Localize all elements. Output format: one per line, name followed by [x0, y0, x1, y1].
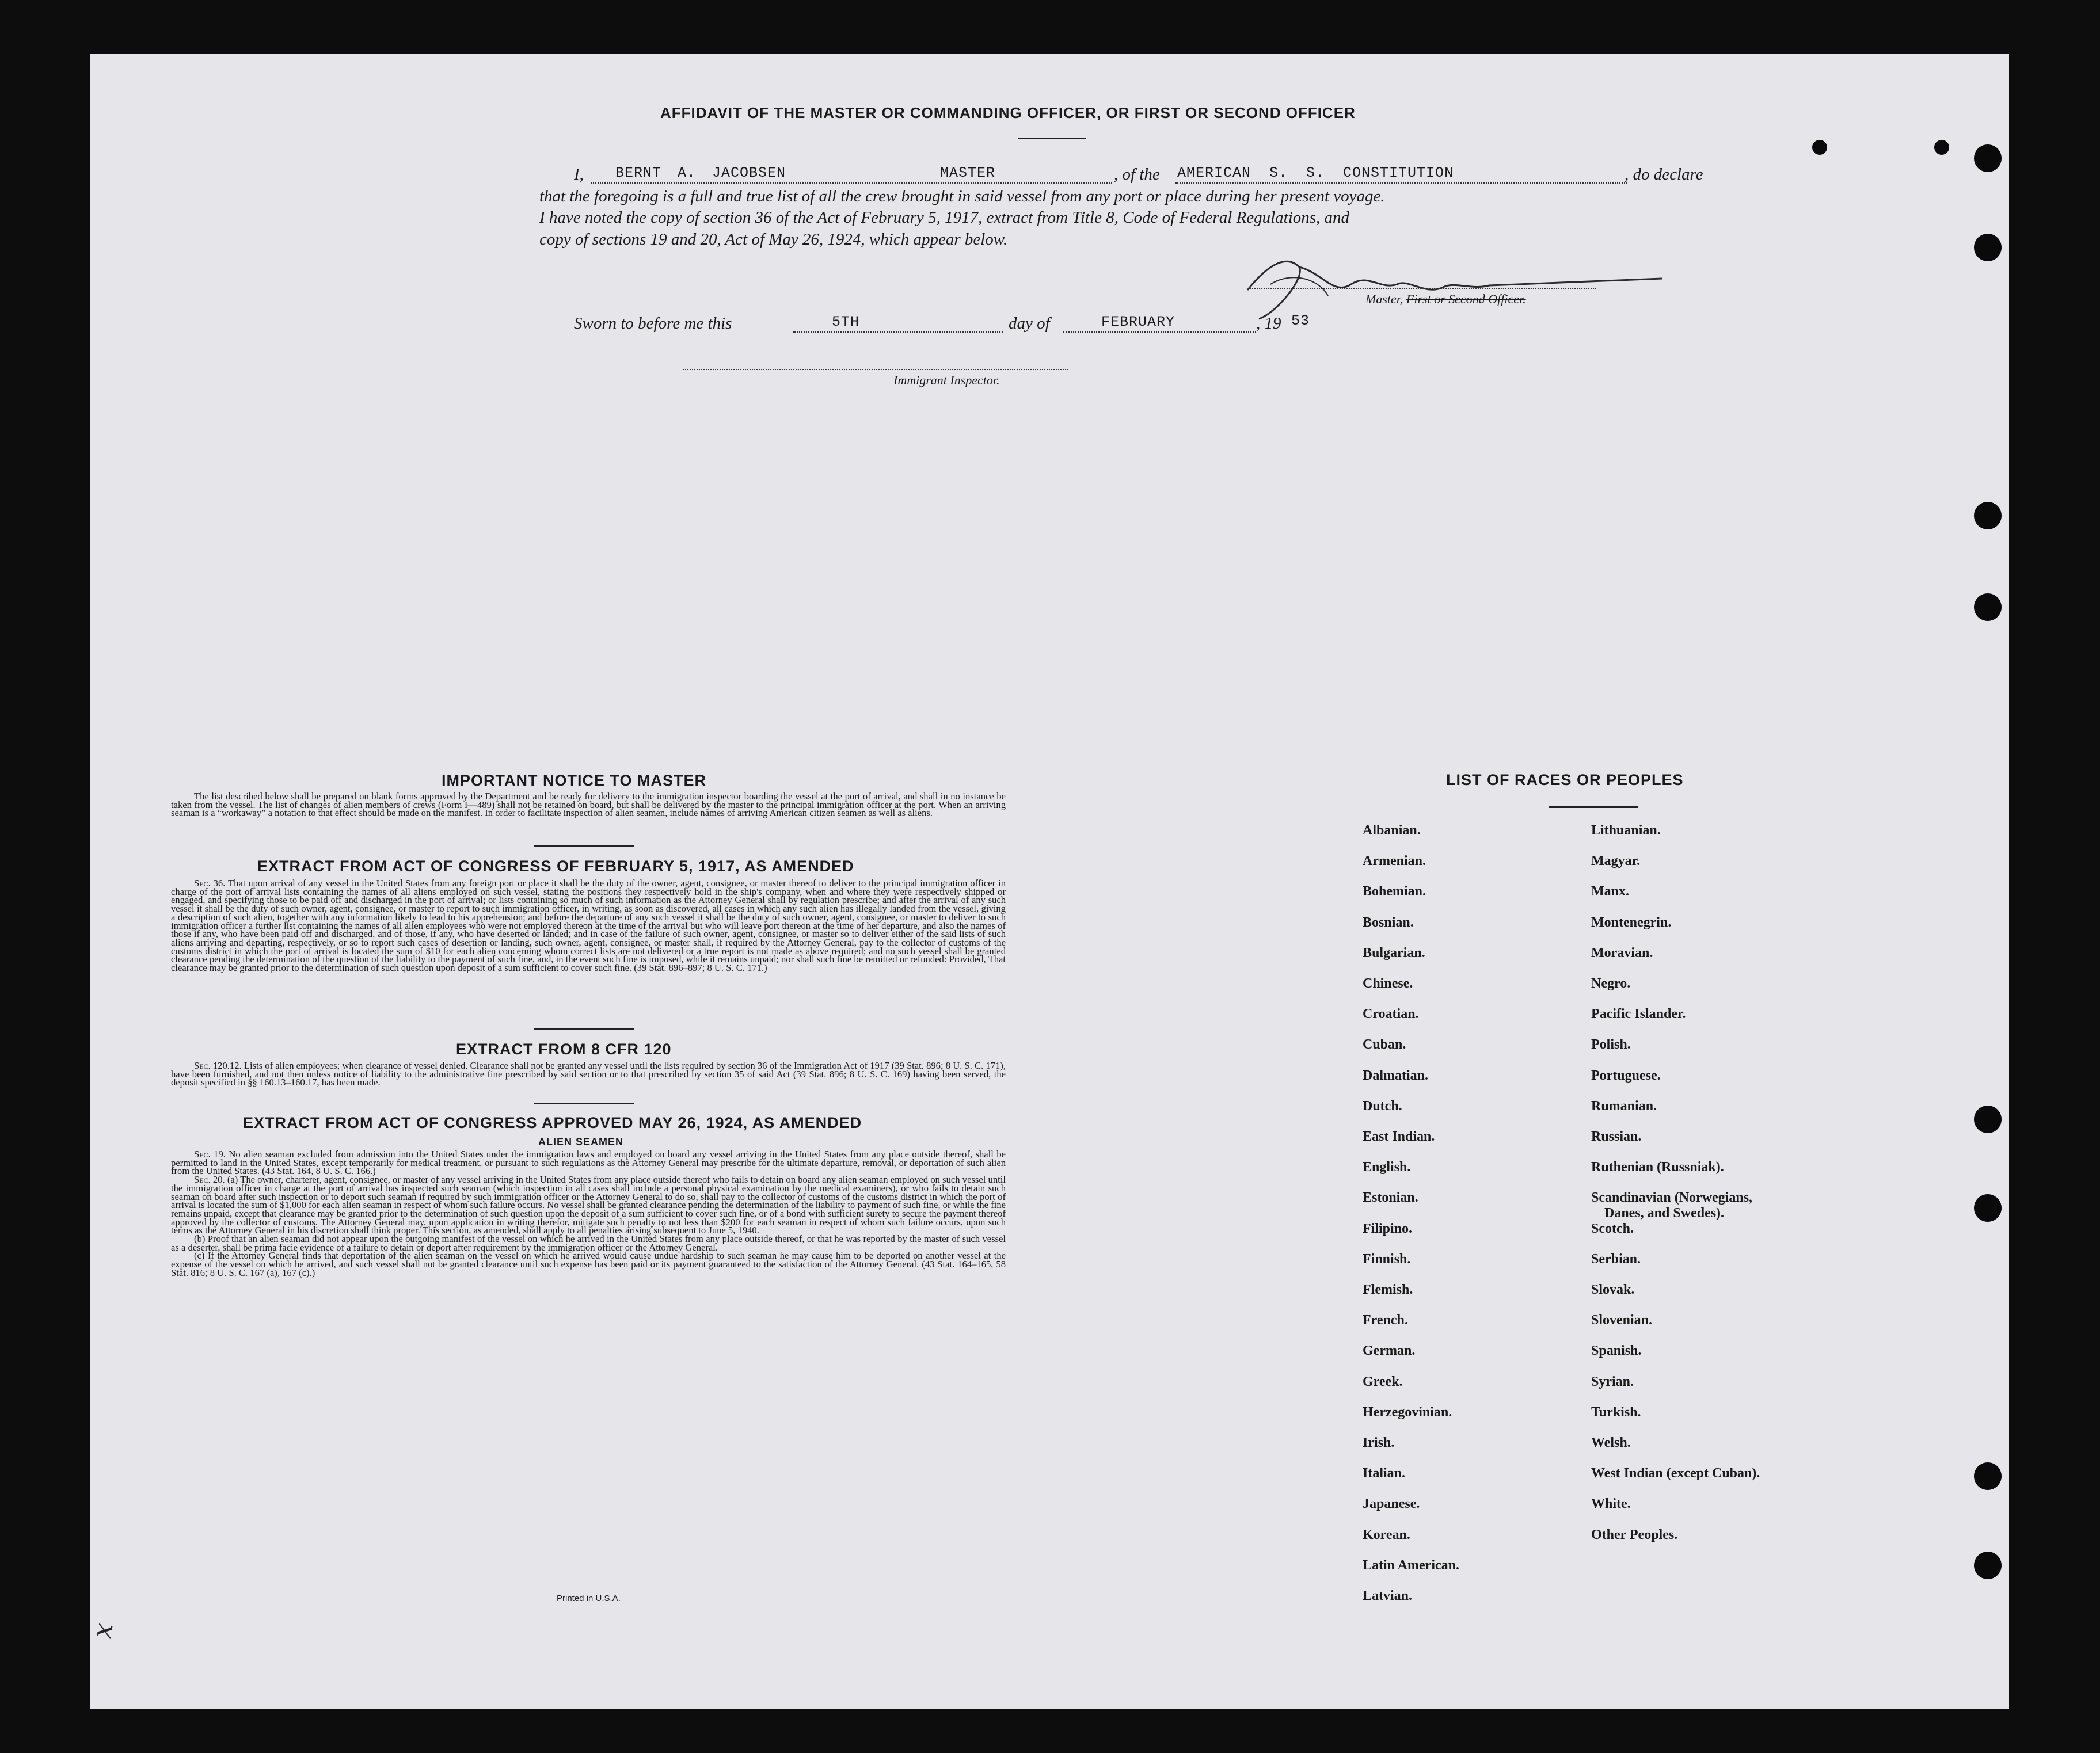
race-item: Montenegrin. — [1591, 914, 1672, 930]
affidavit-line-4: copy of sections 19 and 20, Act of May 26, 1924, which appear below. — [539, 230, 1008, 249]
race-item: Scandinavian (Norwegians, — [1591, 1190, 1753, 1206]
race-item: Filipino. — [1363, 1221, 1413, 1236]
race-item: Negro. — [1591, 976, 1631, 991]
document-page — [86, 54, 2009, 1709]
race-item: Ruthenian (Russniak). — [1591, 1160, 1724, 1175]
notice-paragraph: The list described below shall be prepared on blank forms approved by the Department and be ready for delivery to the immigration inspector boarding the vessel at the port of arrival, and shall in no instance be taken from the vessel. The list of changes of alien members of crews (Form I—489) shall not be retained on board, but shall be delivered by the master to the principal immigration officer at the port. When an arriving seaman is a “workaway” a notation to that effect should be made on the manifest. In order to facilitate inspection of alien seamen, include names of arriving American citizen seamen as well as aliens. — [171, 791, 1006, 819]
race-item: Latin American. — [1363, 1557, 1459, 1573]
sec-20-c: (c) If the Attorney General finds that deportation of the alien seaman on the vessel on which he arrived would cause undue hardship to such seaman he may cause him to be deported on another vessel at the expense of the vessel on which he arrived, and such vessel shall not be granted clearance until such expense has been paid or its payment guaranteed to the satisfaction of the Attorney General. (43 Stat. 164–165, 58 Stat. 816; 8 U. S. C. 167 (a), 167 (c).) — [171, 1250, 1006, 1278]
race-item: Russian. — [1591, 1129, 1642, 1144]
sec-19-text: No alien seaman excluded from admission into the United States under the immigration laws and employed on board any vessel arriving in the United States from any place outside thereof, shall be permitted to land in the United States, except temporarily for medical treatment, or pursuant to such regulations as the Attorney General may prescribe for the ultimate departure, removal, or deportation of such alien from the United States. (43 Stat. 164, 8 U. S. C. 166.) — [171, 1149, 1006, 1177]
race-item: Dalmatian. — [1363, 1068, 1428, 1083]
margin-mark: x — [86, 1620, 119, 1641]
race-item: Rumanian. — [1591, 1098, 1657, 1114]
race-item: Armenian. — [1363, 853, 1426, 869]
notice-divider — [534, 845, 634, 847]
signature-caption — [1365, 292, 1526, 307]
sworn-label: Sworn to before me this — [574, 314, 732, 333]
race-item: Bohemian. — [1363, 884, 1426, 900]
sec-120-text: Lists of alien employees; when clearance of vessel denied. Clearance shall not be granted any vessel until the lists required by section 36 of the Immigration Act of 1917 (39 Stat. 896; 8 U. S. C. 171), have been furnished, and not then unless notice of liability to the administrative fine prescribed by said section or to that prescribed by section 35 of said Act (39 Stat. 896; 8 U. S. C. 169) having been served, the deposit specified in §§ 160.13–160.17, has been made. — [171, 1060, 1006, 1088]
vessel-field-line — [1175, 182, 1627, 184]
race-item: Syrian. — [1591, 1374, 1634, 1389]
race-item: Korean. — [1363, 1527, 1410, 1542]
race-item: Portuguese. — [1591, 1068, 1661, 1083]
sec-20-b: (b) Proof that an alien seaman did not appear upon the outgoing manifest of the vessel on which he arrived in the United States from any place outside thereof, or that he was reported by the master of such vessel as a deserter, shall be prima facie evidence of a failure to detain or deport after requirement by the immigration officer or the Attorney General. — [171, 1233, 1006, 1253]
race-item: Herzegovinian. — [1363, 1404, 1452, 1420]
notice-body — [171, 792, 1006, 818]
race-item: Finnish. — [1363, 1251, 1411, 1267]
race-item: Bosnian. — [1363, 914, 1414, 930]
race-item: Lithuanian. — [1591, 823, 1661, 838]
printed-in-usa: Printed in U.S.A. — [557, 1594, 621, 1603]
extract2-title: EXTRACT FROM 8 CFR 120 — [456, 1041, 672, 1058]
races-title: LIST OF RACES OR PEOPLES — [1446, 771, 1684, 788]
sec-19-label: Sec. 19. — [194, 1149, 226, 1160]
race-item: Scotch. — [1591, 1221, 1634, 1236]
punch-mark — [1812, 140, 1827, 155]
race-item: Albanian. — [1363, 823, 1421, 838]
do-declare-label: , do declare — [1625, 165, 1703, 184]
race-item: Spanish. — [1591, 1343, 1642, 1359]
race-item: Danes, and Swedes). — [1604, 1205, 1725, 1221]
race-item: Irish. — [1363, 1435, 1395, 1450]
extract1-body — [171, 879, 1006, 973]
binder-hole — [1974, 234, 2002, 261]
race-item: Polish. — [1591, 1037, 1631, 1053]
name-field: BERNT A. JACOBSEN — [615, 165, 786, 181]
race-item: East Indian. — [1363, 1129, 1435, 1144]
affidavit-title: AFFIDAVIT OF THE MASTER OR COMMANDING OFFICER, OR FIRST OR SECOND OFFICER — [660, 104, 1356, 121]
race-item: Croatian. — [1363, 1007, 1419, 1022]
title-divider — [1018, 138, 1086, 139]
binder-hole — [1974, 1194, 2002, 1222]
extract1-divider — [534, 1028, 634, 1030]
notice-title: IMPORTANT NOTICE TO MASTER — [442, 772, 706, 789]
race-item: Other Peoples. — [1591, 1527, 1678, 1542]
affidavit-i: I, — [574, 165, 584, 184]
race-item: Greek. — [1363, 1374, 1403, 1389]
inspector-caption: Immigrant Inspector. — [893, 373, 1000, 387]
race-item: Italian. — [1363, 1466, 1406, 1481]
sec-20-text: (a) The owner, charterer, agent, consignee, or master of any vessel arriving in the United States from any place outside thereof who fails to detain on board any alien seaman employed on such vessel until the immigration officer in charge at the port of arrival has inspected such seaman (which inspection in all cases shall include a personal physical examination by the medical examiners), or who fails to detain such seaman on board after such inspection or to deport such seaman if required by such immigration officer or the Attorney General to do so, shall pay to the collector of customs of the customs district in which the port of arrival is located the sum of $1,000 for each alien seaman in respect of whom such failure occurs. No vessel shall be granted clearance pending the determination of the liability to payment of such fine, or while the fine remains unpaid, except that clearance may be granted prior to the determination of such question upon the deposit of a sum sufficient to cover such fine, or of a bond with sufficient surety to secure the payment thereof approved by the collector of customs. The Attorney General may, upon application in writing therefor, mitigate such penalty to not less than $200 for each seaman in respect of whom such failure occurs, upon such terms as the Attorney General in his discretion shall think proper. This section, as amended, shall apply to all penalties arising subsequent to June 5, 1940. — [171, 1174, 1006, 1236]
race-item: Latvian. — [1363, 1588, 1413, 1603]
race-item: Slovak. — [1591, 1282, 1635, 1297]
extract3-title: EXTRACT FROM ACT OF CONGRESS APPROVED MAY 26, 1924, AS AMENDED — [243, 1114, 862, 1131]
binder-hole — [1974, 593, 2002, 621]
name-field-line — [591, 182, 1112, 184]
of-the-label: , of the — [1114, 165, 1160, 184]
month-field-line — [1063, 331, 1256, 333]
race-item: Dutch. — [1363, 1098, 1402, 1114]
race-item: Turkish. — [1591, 1404, 1641, 1420]
binder-hole — [1974, 1552, 2002, 1579]
binder-hole — [1974, 144, 2002, 172]
signature-line — [1250, 288, 1596, 289]
day-field: 5TH — [832, 314, 860, 330]
race-item: Estonian. — [1363, 1190, 1418, 1206]
extract3-body — [171, 1150, 1006, 1278]
punch-mark — [1934, 140, 1949, 155]
binder-hole — [1974, 1106, 2002, 1133]
struck-officer-caption: First or Second Officer. — [1406, 292, 1526, 306]
alien-seamen-subtitle: ALIEN SEAMEN — [538, 1136, 624, 1148]
race-item: Bulgarian. — [1363, 945, 1425, 961]
sec-20-label: Sec. 20. — [194, 1174, 225, 1186]
inspector-signature-line — [683, 369, 1068, 370]
race-item: Pacific Islander. — [1591, 1007, 1686, 1022]
master-caption: Master, — [1365, 292, 1403, 306]
extract2-divider — [534, 1103, 634, 1104]
race-item: Flemish. — [1363, 1282, 1413, 1297]
extract2-body — [171, 1062, 1006, 1087]
race-item: White. — [1591, 1496, 1631, 1512]
race-item: Welsh. — [1591, 1435, 1631, 1450]
race-item: English. — [1363, 1160, 1411, 1175]
affidavit-line-2: that the foregoing is a full and true list of all the crew brought in said vessel from any port or place during her present voyage. — [539, 187, 1385, 205]
day-field-line — [793, 331, 1003, 333]
race-item: Japanese. — [1363, 1496, 1420, 1512]
race-item: French. — [1363, 1313, 1408, 1328]
race-item: German. — [1363, 1343, 1416, 1359]
sec-120-label: Sec. 120.12. — [194, 1060, 242, 1071]
binder-hole — [1974, 1462, 2002, 1490]
year-prefix: , 19 — [1256, 314, 1281, 333]
sec-36-label: Sec. 36. — [194, 878, 226, 889]
extract1-title: EXTRACT FROM ACT OF CONGRESS OF FEBRUARY 5, 1917, AS AMENDED — [257, 858, 854, 875]
race-item: Moravian. — [1591, 945, 1653, 961]
race-item: Chinese. — [1363, 976, 1413, 991]
race-item: Magyar. — [1591, 853, 1641, 869]
races-divider — [1549, 806, 1638, 808]
month-field: FEBRUARY — [1101, 314, 1175, 330]
race-item: Cuban. — [1363, 1037, 1406, 1053]
day-of-label: day of — [1009, 314, 1050, 333]
race-item: Serbian. — [1591, 1251, 1641, 1267]
race-item: Slovenian. — [1591, 1313, 1653, 1328]
race-item: West Indian (except Cuban). — [1591, 1466, 1760, 1481]
vessel-field: AMERICAN S. S. CONSTITUTION — [1177, 165, 1454, 181]
rank-field: MASTER — [940, 165, 996, 181]
race-item: Manx. — [1591, 884, 1629, 900]
binder-hole — [1974, 502, 2002, 529]
affidavit-line-3: I have noted the copy of section 36 of the Act of February 5, 1917, extract from Title 8, Code of Federal Regulations, and — [539, 208, 1350, 227]
sec-36-text: That upon arrival of any vessel in the United States from any foreign port or place it shall be the duty of the owner, agent, consignee, or master thereof to deliver to the principal immigration officer in charge of the port of arrival lists containing the names of all aliens employed on such vessel, stating the positions they respectively hold in the ship's company, when and where they were respectively shipped or engaged, and specifying those to be paid off and discharged in the port of arrival; or lists containing so much of such information as the Attorney General shall by regulation prescribe; and after the arrival of any such vessel it shall be the duty of such owner, agent, consignee, or master to report to such immigration officer, in writing, as soon as discovered, all cases in which any such alien has illegally landed from the vessel, giving a description of such alien, together with any information likely to lead to his apprehension; and before the departure of any such vessel it shall be the duty of such owner, agent, consignee, or master to deliver to such immigration officer a further list containing the names of all alien employees who were not employed thereon at the time of the arrival but who will leave port thereon at the time of her departure, and also the names of those if any, who have been paid off and discharged, and of those, if any, who have deserted or landed; and in case of the failure of such owner, agent, consignee, or master so to deliver either of the said lists of such aliens arriving and departing, respectively, or so to report such cases of desertion or landing, such owner, agent, consignee, or master shall, if required by the Attorney General, pay to the collector of customs of the customs district in which the port of arrival is located the sum of $10 for each alien concerning whom correct lists are not delivered or a true report is not made as above required; and no such vessel shall be granted clearance pending the determination of the question of the liability to the payment of such fine, and, in the event such fine is imposed, while it remains unpaid; nor shall such fine be remitted or refunded: Provided, That clearance may be granted prior to the determination of such question upon deposit of a sum sufficient to cover such fine. (39 Stat. 896–897; 8 U. S. C. 171.) — [171, 878, 1006, 974]
year-field: 53 — [1291, 313, 1310, 329]
